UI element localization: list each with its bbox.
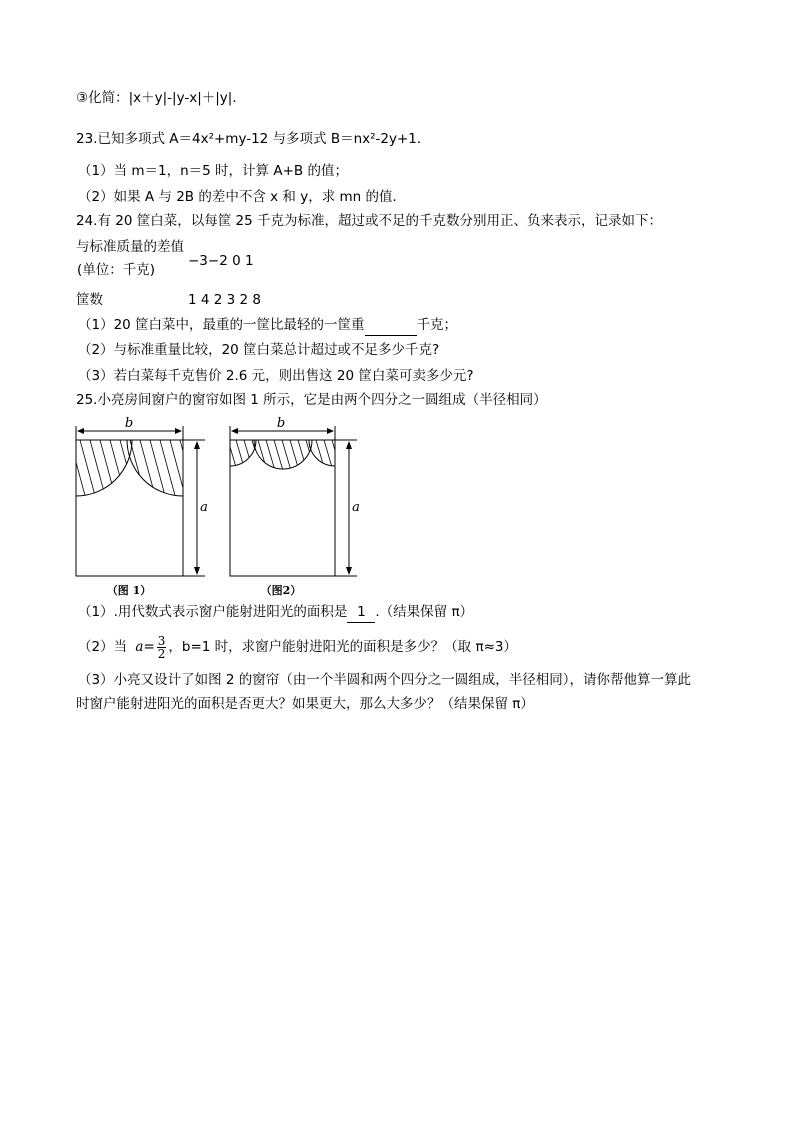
equals-sign: = [143,639,155,655]
q25-part2-lead: （2）当 [78,639,128,655]
width-arrowhead-right [327,428,334,434]
q23-stem: 23.已知多项式 A＝4x²+my-12 与多项式 B＝nx²-2y+1． [76,131,431,147]
q24-row1-unit: (单位：千克) [77,262,156,278]
q25-part3-line2: 时窗户能射进阳光的面积是否更大？如果更大，那么大多少？（结果保留 π） [76,696,534,712]
height-arrowhead-bottom [346,567,352,575]
q22-item3: ③化简：|x＋y|-|y-x|＋|y|． [76,90,246,106]
arc-left [76,440,132,496]
q24-row2-values: 1 4 2 3 2 8 [188,292,261,308]
figure-2-caption: （图2） [260,584,302,597]
width-arrowhead-left [77,428,84,434]
figure-1 [70,414,215,599]
width-arrowhead-left [231,428,238,434]
q24-part2: （2）与标准重量比较，20 筐白菜总计超过或不足多少千克? [78,342,440,358]
q24-part1-text: （1）20 筐白菜中，最重的一筐比最轻的一筐重 [78,317,365,333]
q24-row2-label: 筐数 [76,292,103,308]
arc-quarter-left [230,440,256,466]
q24-part1 [78,315,457,336]
q24-part3: （3）若白菜每千克售价 2.6 元，则出售这 20 筐白菜可卖多少元? [78,368,474,384]
q25-part1-note: .（结果保留 π） [375,604,474,620]
q25-part3-line1: （3）小亮又设计了如图 2 的窗帘（由一个半圆和两个四分之一圆组成，半径相同），请你帮他算一算此 [78,672,692,688]
q24-part1-unit: 千克； [416,317,458,333]
arc-right [127,440,183,496]
width-label: b [124,416,134,431]
figure-1-caption: （图 1） [106,584,152,597]
height-arrowhead-top [346,441,352,449]
var-a: a [135,639,144,655]
width-arrowhead-right [175,428,182,434]
q24-stem: 24.有 20 筐白菜，以每筐 25 千克为标准，超过或不足的千克数分别用正、负来表示，记录如下： [76,213,662,229]
height-arrowhead-top [194,441,200,449]
q25-part2-rest: ，b=1 时，求窗户能射进阳光的面积是多少？（取 π≈3） [168,639,517,655]
q25-part1 [78,602,473,623]
q25-stem: 25.小亮房间窗户的窗帘如图 1 所示，它是由两个四分之一圆组成（半径相同） [76,392,547,408]
window-frame [76,440,183,576]
q25-answer-blank: 1 [347,602,375,623]
q24-row1-label: 与标准质量的差值 [76,239,184,255]
height-label: a [352,500,360,515]
figure-2 [224,414,369,599]
fraction-numerator: 3 [157,633,166,648]
q24-answer-blank [365,315,417,336]
hatch-left [70,440,150,514]
q23-part1: （1）当 m＝1，n＝5 时，计算 A+B 的值； [78,163,348,179]
height-label: a [200,500,208,515]
q24-row1-values: −3−2 0 1 [188,253,254,269]
arc-quarter-right [309,440,335,466]
q25-part2 [78,634,517,660]
width-label: b [276,416,286,431]
height-arrowhead-bottom [194,567,200,575]
q25-part1-text: （1）.用代数式表示窗户能射进阳光的面积是 [78,604,348,620]
q23-part2: （2）如果 A 与 2B 的差中不含 x 和 y，求 mn 的值． [78,189,406,205]
fraction-three-halves [157,635,167,660]
fraction-denominator: 2 [157,646,166,661]
